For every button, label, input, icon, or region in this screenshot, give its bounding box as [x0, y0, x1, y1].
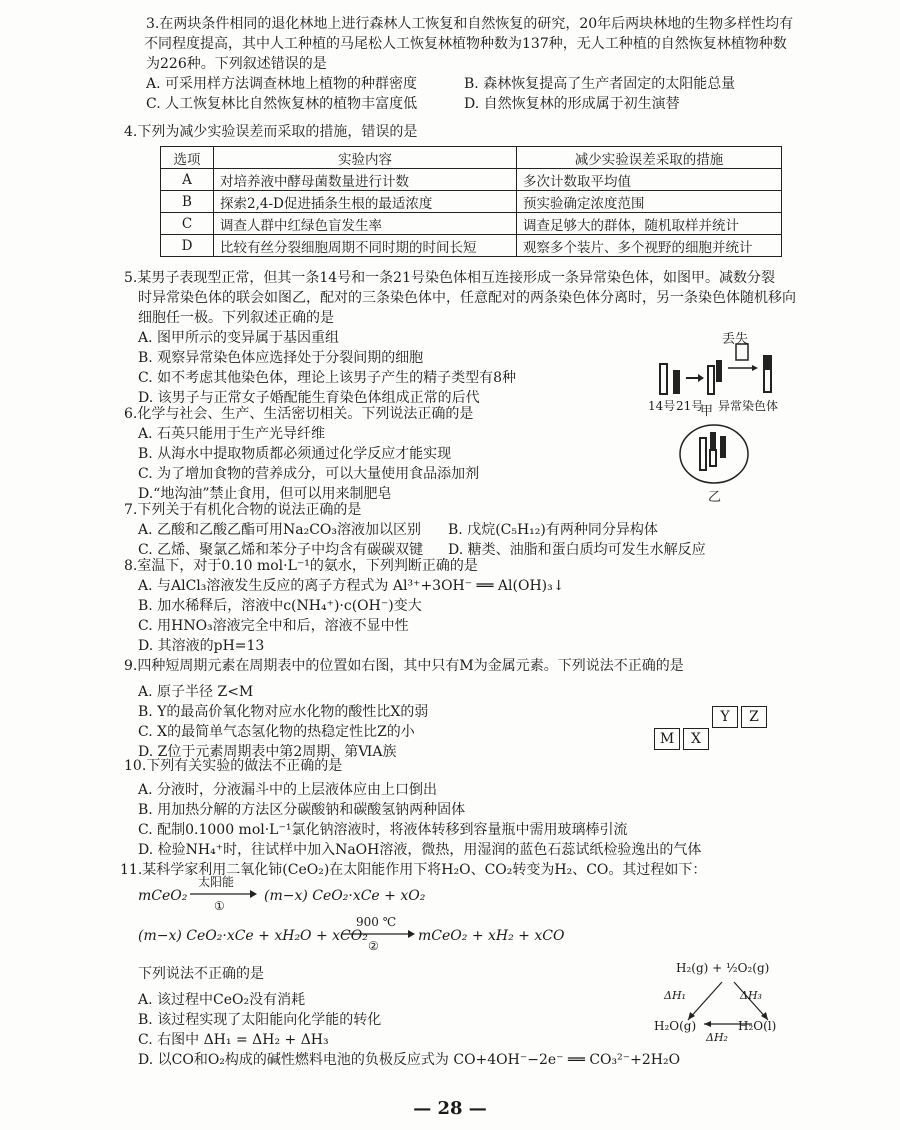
- cycle-top-label: H₂(g) + ½O₂(g): [676, 961, 770, 975]
- periodic-cell-y: Y: [712, 706, 738, 728]
- q3-option-b: B. 森林恢复提高了生产者固定的太阳能总量: [464, 76, 736, 92]
- q9-stem: 9.四种短周期元素在周期表中的位置如右图，其中只有M为金属元素。下列说法不正确的是: [124, 658, 684, 674]
- chromosome-figure-yi: [676, 422, 752, 488]
- table-row: [161, 235, 782, 257]
- q3-stem-line3: 为226种。下列叙述错误的是: [146, 56, 327, 72]
- q7-option-d: D. 糖类、油脂和蛋白质均可发生水解反应: [448, 542, 706, 558]
- question-3: [146, 14, 866, 114]
- q6-option-c: C. 为了增加食物的营养成分，可以大量使用食品添加剂: [138, 466, 480, 482]
- fig-21-label: 21号: [676, 399, 704, 413]
- q10-option-d: D. 检验NH₄⁺时，往试样中加入NaOH溶液，微热，用湿润的蓝色石蕊试纸检验逸出的气体: [138, 842, 702, 858]
- q5-option-b: B. 观察异常染色体应选择处于分裂间期的细胞: [138, 350, 424, 366]
- fig-lost-label: 丢失: [722, 332, 749, 347]
- table-cell: C: [161, 213, 214, 235]
- table-row: [161, 169, 782, 191]
- question-10: [124, 756, 864, 860]
- periodic-cell-z: Z: [741, 706, 767, 728]
- q10-option-b: B. 用加热分解的方法区分碳酸钠和碳酸氢钠两种固体: [138, 802, 466, 818]
- fig-abnormal-label: 异常染色体: [718, 399, 779, 413]
- cycle-dh2: ΔH₂: [706, 1031, 728, 1044]
- q11-options: [138, 964, 638, 1050]
- table-cell: 预实验确定浓度范围: [517, 191, 782, 213]
- q11-option-d: D. 以CO和O₂构成的碱性燃料电池的负极反应式为 CO+4OH⁻−2e⁻ ══ CO₃²⁻+2H₂O: [138, 1052, 681, 1068]
- q6-stem: 6.化学与社会、生产、生活密切相关。下列说法正确的是: [124, 406, 474, 422]
- eq1-right: (m−x) CeO₂·xCe + xO₂: [264, 888, 426, 904]
- table-header-row: [161, 147, 782, 169]
- q7-option-c: C. 乙烯、聚氯乙烯和苯分子中均含有碳碳双键: [138, 542, 424, 558]
- table-cell: 探索2,4-D促进插条生根的最适浓度: [214, 191, 517, 213]
- table-cell: B: [161, 191, 214, 213]
- eq1-step: ①: [214, 899, 225, 913]
- q8-stem: 8.室温下，对于0.10 mol·L⁻¹的氨水，下列判断正确的是: [124, 558, 478, 574]
- q7-option-a: A. 乙酸和乙酸乙酯可用Na₂CO₃溶液加以区别: [138, 522, 422, 538]
- q9-option-c: C. X的最简单气态氢化物的热稳定性比Z的小: [138, 724, 415, 740]
- q6-option-a: A. 石英只能用于生产光导纤维: [138, 426, 326, 442]
- table-cell: D: [161, 235, 214, 257]
- q5-option-a: A. 图甲所示的变异属于基因重组: [138, 330, 340, 346]
- q6-option-d: D.“地沟油”禁止食用，但可以用来制肥皂: [138, 486, 392, 502]
- table-cell: 比较有丝分裂细胞周期不同时期的时间长短: [214, 235, 517, 257]
- table-row: [161, 191, 782, 213]
- q3-option-d: D. 自然恢复林的形成属于初生演替: [464, 96, 680, 112]
- eq1-left: mCeO₂: [138, 888, 188, 904]
- table-row: [161, 213, 782, 235]
- q10-option-c: C. 配制0.1000 mol·L⁻¹氯化钠溶液时，将液体转移到容量瓶中需用玻璃棒引流: [138, 822, 628, 838]
- eq2-left: (m−x) CeO₂·xCe + xH₂O + xCO₂: [138, 928, 368, 944]
- q11-stem: 11.某科学家利用二氧化铈(CeO₂)在太阳能作用下将H₂O、CO₂转变为H₂、CO。其过程如下：: [120, 862, 707, 878]
- q7-option-b: B. 戊烷(C₅H₁₂)有两种同分异构体: [448, 522, 658, 538]
- fig-14-label: 14号: [648, 399, 676, 413]
- q8-option-c: C. 用HNO₃溶液完全中和后，溶液不显中性: [138, 618, 409, 634]
- question-4: [124, 122, 417, 142]
- table-cell: 调查人群中红绿色盲发生率: [214, 213, 517, 235]
- eq1-condition: 太阳能: [198, 875, 235, 889]
- q3-stem-line2: 不同程度提高，其中人工种植的马尾松人工恢复林植物种数为137种，无人工种植的自然恢复林植物种数: [144, 36, 787, 52]
- q9-option-b: B. Y的最高价氧化物对应水化物的酸性比X的弱: [138, 704, 429, 720]
- cycle-dh3: ΔH₃: [740, 989, 762, 1002]
- eq2-step: ②: [368, 939, 379, 953]
- q5-option-d: D. 该男子与正常女子婚配能生育染色体组成正常的后代: [138, 390, 480, 406]
- fig-jia-label: 甲: [700, 404, 714, 419]
- q11-option-a: A. 该过程中CeO₂没有消耗: [138, 992, 306, 1008]
- q6-option-b: B. 从海水中提取物质都必须通过化学反应才能实现: [138, 446, 452, 462]
- table-header-measure: 减少实验误差采取的措施: [517, 147, 782, 169]
- q11-option-b: B. 该过程实现了太阳能向化学能的转化: [138, 1012, 382, 1028]
- table-cell: A: [161, 169, 214, 191]
- q11-option-c: C. 右图中 ΔH₁ = ΔH₂ + ΔH₃: [138, 1032, 329, 1048]
- q4-table: [160, 146, 782, 257]
- periodic-cell-m: M: [654, 728, 680, 750]
- cycle-dh1: ΔH₁: [664, 989, 686, 1002]
- q9-option-a: A. 原子半径 Z<M: [138, 684, 254, 700]
- table-header-option: 选项: [161, 147, 214, 169]
- q7-stem: 7.下列关于有机化合物的说法正确的是: [124, 502, 362, 518]
- page-number: — 28 —: [413, 1098, 487, 1119]
- q10-stem: 10.下列有关实验的做法不正确的是: [124, 758, 343, 774]
- q10-option-a: A. 分液时，分液漏斗中的上层液体应由上口倒出: [138, 782, 438, 798]
- q3-option-a: A. 可采用样方法调查林地上植物的种群密度: [146, 76, 418, 92]
- q4-stem: 4.下列为减少实验误差而采取的措施，错误的是: [124, 124, 418, 140]
- table-cell: 对培养液中酵母菌数量进行计数: [214, 169, 517, 191]
- eq2-right: mCeO₂ + xH₂ + xCO: [418, 928, 565, 944]
- table-cell: 调查足够大的群体，随机取样并统计: [517, 213, 782, 235]
- table-header-content: 实验内容: [214, 147, 517, 169]
- q11-sub-stem: 下列说法不正确的是: [138, 966, 264, 982]
- q3-option-c: C. 人工恢复林比自然恢复林的植物丰富度低: [146, 96, 418, 112]
- table-cell: 观察多个装片、多个视野的细胞并统计: [517, 235, 782, 257]
- question-8: [124, 556, 864, 656]
- cycle-right-label: H₂O(l): [738, 1019, 777, 1033]
- q8-option-b: B. 加水稀释后，溶液中c(NH₄⁺)·c(OH⁻)变大: [138, 598, 422, 614]
- q8-option-d: D. 其溶液的pH=13: [138, 638, 265, 654]
- table-cell: 多次计数取平均值: [517, 169, 782, 191]
- q9-option-d: D. Z位于元素周期表中第2周期、第ⅥA族: [138, 744, 397, 760]
- fig-yi-label: 乙: [708, 490, 722, 505]
- cycle-left-label: H₂O(g): [654, 1019, 697, 1033]
- q5-stem-line3: 细胞任一极。下列叙述正确的是: [138, 310, 334, 326]
- q8-option-a: A. 与AlCl₃溶液发生反应的离子方程式为 Al³⁺+3OH⁻ ══ Al(OH)₃↓: [138, 578, 565, 594]
- periodic-cell-x: X: [683, 728, 709, 750]
- q5-stem-line2: 时异常染色体的联会如图乙，配对的三条染色体中，任意配对的两条染色体分离时，另一条染色体随机移向: [138, 290, 796, 306]
- question-6: [124, 404, 664, 504]
- q5-option-c: C. 如不考虑其他染色体，理论上该男子产生的精子类型有8种: [138, 370, 517, 386]
- question-7: [124, 500, 864, 560]
- q5-stem-line1: 5.某男子表现型正常，但其一条14号和一条21号染色体相互连接形成一条异常染色体，如图甲。减数分裂: [124, 270, 775, 286]
- q3-stem-line1: 3.在两块条件相同的退化林地上进行森林人工恢复和自然恢复的研究，20年后两块林地的生物多样性均有: [146, 16, 794, 32]
- eq2-condition: 900 ℃: [356, 915, 397, 929]
